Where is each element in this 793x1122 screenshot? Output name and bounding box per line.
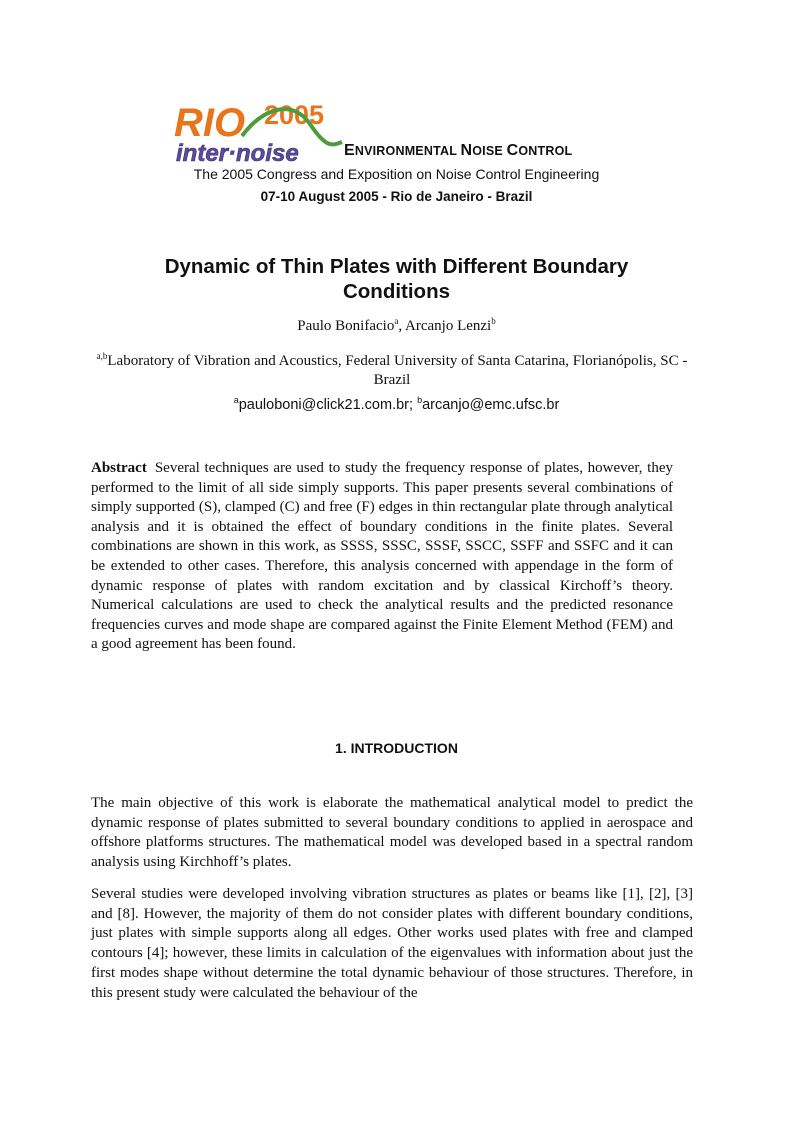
authors: Paulo Bonifacio$^a$, Arcanjo Lenzi$^b$ bbox=[297, 316, 496, 334]
conference-logo bbox=[172, 94, 344, 166]
congress-name: The 2005 Congress and Exposition on Noise Control Engineering bbox=[193, 166, 600, 182]
author-1: Paulo Bonifacio bbox=[297, 318, 395, 334]
conference-theme: ENVIRONMENTAL NOISE CONTROL bbox=[344, 142, 573, 159]
conference-dateline: 07-10 August 2005 - Rio de Janeiro - Brazil bbox=[260, 189, 533, 204]
intro-paragraph-1: The main objective of this work is elaborate the mathematical analytical model to predict the dynamic response of plates submitted to several boundary conditions to applied in aerospace and offshore platforms structures. The mathematical model was developed based in a spectral random analysis using Kirchhoff’s plates. bbox=[91, 795, 693, 871]
email-2: arcanjo@emc.ufsc.br bbox=[422, 397, 560, 413]
abstract bbox=[91, 459, 673, 655]
abstract-text: Several techniques are used to study the frequency response of plates, however, they performed to the limit of all side simply supports. This paper presents several combinations of simply supported (S), clamped (C) and free (F) edges in thin rectangular plate through analytical analysis and it is obtained the effect of boundary conditions in the finite plates. Several combinations are shown in this work, as SSSS, SSSC, SSSF, SSCC, SSFF and SSFC and it can be extended to other cases. Therefore, this analysis concerned with appendage in the form of dynamic response of plates with random excitation and by classical Kirchoff’s theory. Numerical calculations are used to check the analytical results and the predicted resonance frequencies curves and mode shape are compared against the Finite Element Method (FEM) and a good agreement has been found. bbox=[91, 460, 673, 653]
logo-year: 2005 bbox=[264, 100, 325, 130]
logo-brand: inter·noise bbox=[176, 140, 299, 166]
author-emails: $^a$pauloboni@click21.com.br; $^b$arcanjo@emc.ufsc.br bbox=[233, 395, 560, 413]
intro-paragraph-2: Several studies were developed involving vibration structures as plates or beams like [1], [2], [3] and [8]. However, the majority of them do not consider plates with different boundary conditions, just plates with simple supports along all edges. Other works used plates with free and clamped contours [4]; however, these limits in calculation of the eigenvalues with information about just the first modes shape without determine the total dynamic behaviour of those structures. Therefore, in this present study were calculated the behaviour of the bbox=[91, 886, 693, 1001]
section-heading-introduction: 1. INTRODUCTION bbox=[335, 740, 458, 756]
author-2: Arcanjo Lenzi bbox=[405, 318, 492, 334]
affiliation: $^{a,b}$Laboratory of Vibration and Acoustics, Federal University of Santa Catarina, Florianópolis, SC - Brazil bbox=[96, 351, 688, 388]
abstract-label: Abstract bbox=[91, 460, 147, 476]
paper-title: Dynamic of Thin Plates with Different Boundary Conditions bbox=[164, 255, 629, 303]
logo-rio: RIO bbox=[174, 101, 246, 145]
email-1: pauloboni@click21.com.br; bbox=[238, 397, 418, 413]
